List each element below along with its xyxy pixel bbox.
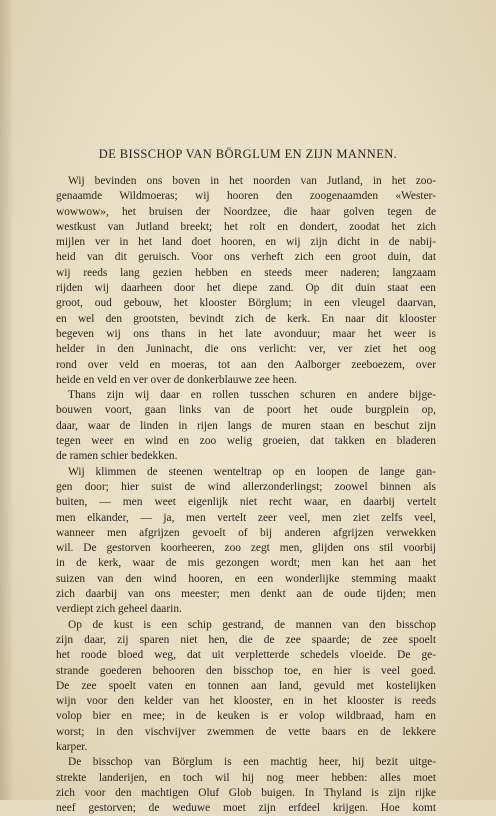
text-line: heide en veld en ver over de donkerblauwe zee heen. xyxy=(56,373,297,386)
text-line: zich voor den machtigen Oluf Glob buigen. In Thyland is zijn rijke xyxy=(56,786,436,799)
text-line: men elkander, — ja, men vertelt zeer veel, men ziet zelfs veel, xyxy=(56,511,436,524)
text-line: en wel den grootsten, bevindt zich de kerk. En naar dit klooster xyxy=(56,312,436,325)
text-line: karper. xyxy=(56,740,88,753)
text-line: zich daarbij van ons meester; men denkt aan de oude tijden; men xyxy=(56,588,436,601)
text-line: Op de kust is een schip gestrand, de mannen van den bisschop xyxy=(68,618,436,631)
chapter-title: DE BISSCHOP VAN BÖRGLUM EN ZIJN MANNEN. xyxy=(98,147,398,161)
text-line: strekte landerijen, en toch wil hij nog meer hebben: alles moet xyxy=(56,771,436,784)
text-line: bouwen voort, gaan links van de poort het oude burgplein op, xyxy=(56,404,436,417)
text-line: helder in den Juninacht, die ons verlicht: ver, ver ziet het oog xyxy=(56,343,436,356)
text-line: de ramen schier bedekken. xyxy=(56,450,178,463)
text-line: westkust van Jutland breekt; het rolt en dondert, zoodat het zich xyxy=(56,220,436,233)
text-line: het roode bloed weg, dat uit verpletterde schedels vloeide. De ge- xyxy=(56,649,436,662)
text-line: wanneer men afgrijzen gevoelt of bij anderen afgrijzen verwekken xyxy=(56,526,436,539)
text-line: wij reeds lang gezien hebben en steeds meer naderen; langzaam xyxy=(56,266,436,279)
text-line: Wij bevinden ons boven in het noorden van Jutland, in het zoo- xyxy=(68,175,436,187)
text-line: begeven wij ons thans in het late avonduur; maar het weer is xyxy=(56,327,436,340)
text-line: worst; in den vischvijver zwemmen de vette baars en de lekkere xyxy=(56,725,436,738)
text-line: De zee spoelt vaten en tonnen aan land, gevuld met kostelijken xyxy=(56,679,436,692)
text-line: tegen weer en wind en zoo welig groeien, dat takken en bladeren xyxy=(56,435,436,448)
text-line: Thans zijn wij daar en rollen tusschen schuren en andere bijge- xyxy=(68,389,436,402)
text-line: in de kerk, waar de mis gezongen wordt; men kan het aan het xyxy=(56,557,436,570)
spine-shadow xyxy=(0,0,14,800)
text-line: wijn voor den kelder van het klooster, en in het klooster is reeds xyxy=(56,695,436,708)
text-line: De bisschop van Börglum is een machtig heer, hij bezit uitge- xyxy=(68,756,436,769)
text-line: suizen van den wind hooren, en een wonderlijke stemming maakt xyxy=(56,572,436,585)
body-text xyxy=(56,174,436,816)
text-line: wowwow», het bruisen der Noordzee, die haar golven tegen de xyxy=(56,205,436,218)
text-line: zijn daar, zij sparen niet hen, die de zee spaarde; de zee spoelt xyxy=(56,633,436,646)
text-line: buiten, — men weet eigenlijk niet recht waar, en daarbij vertelt xyxy=(56,496,436,509)
text-line: genaamde Wildmoeras; wij hooren den zoogenaamden «Wester- xyxy=(56,190,436,203)
text-line: strande goederen behooren den bisschop toe, en hier is veel goed. xyxy=(56,664,436,677)
text-line: rijden wij daarheen door het diepe zand. Op dit duin staat een xyxy=(56,282,436,295)
text-line: Wij klimmen de steenen wenteltrap op en loopen de lange gan- xyxy=(68,465,436,478)
text-line: rond over veld en moeras, tot aan den Aalborger zeeboezem, over xyxy=(56,358,436,371)
text-line: daar, waar de linden in rijen langs de muren staan en beschut zijn xyxy=(56,419,436,432)
text-line: heid van dit geruisch. Voor ons verheft zich een groot duin, dat xyxy=(56,251,436,264)
text-line: mijlen ver in het land doet hooren, en wij zijn dicht in de nabij- xyxy=(56,236,436,249)
text-line: groot, oud gebouw, het klooster Börglum; in een vleugel daarvan, xyxy=(56,297,436,310)
text-line: verdiept zich geheel daarin. xyxy=(56,603,182,616)
text-line: volop bier en mee; in de keuken is er volop wildbraad, ham en xyxy=(56,710,436,723)
text-line: wil. De gestorven koorheeren, zoo zegt men, glijden ons stil voorbij xyxy=(56,542,436,555)
text-line: gen door; hier suist de wind allerzonderlingst; zoowel binnen als xyxy=(56,480,436,493)
text-line: neef gestorven; de weduwe moet zijn erfdeel krijgen. Hoe komt xyxy=(56,802,436,815)
